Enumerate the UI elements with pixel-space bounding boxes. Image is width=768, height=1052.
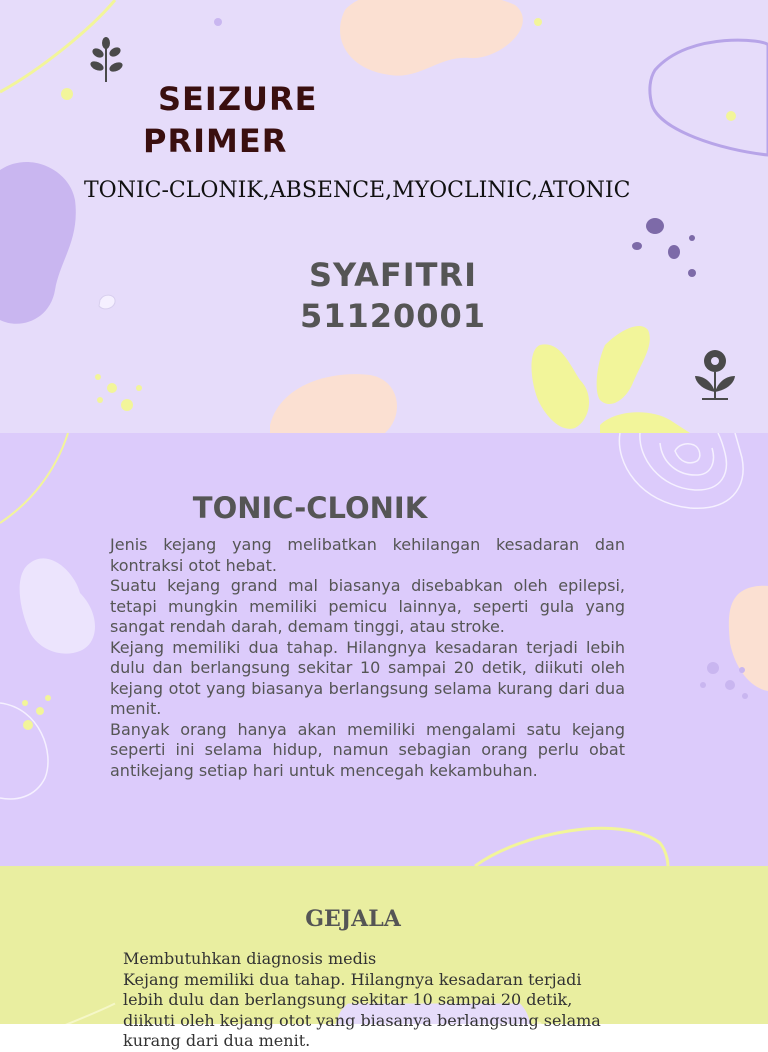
flower-icon <box>692 348 738 402</box>
author-block <box>0 255 768 337</box>
section-body <box>110 535 625 781</box>
section-title: GEJALA <box>305 906 401 932</box>
paragraph: Kejang memiliki dua tahap. Hilangnya kesadaran terjadi lebih dulu dan berlangsung sekitar 10 sampai 20 detik, diikuti oleh kejang otot yang biasanya berlangsung selama kurang dari dua menit. <box>123 969 601 1050</box>
section-body <box>123 949 623 1052</box>
paragraph: Banyak orang hanya akan memiliki mengalami satu kejang seperti ini selama hidup, namun sebagian orang perlu obat antikejang setiap hari untuk mencegah kekambuhan. <box>110 719 625 780</box>
subtitle: TONIC-CLONIK,ABSENCE,MYOCLINIC,ATONIC <box>84 178 631 203</box>
title-line-2: PRIMER <box>143 122 288 160</box>
paragraph: Kejang memiliki dua tahap. Hilangnya kesadaran terjadi lebih dulu dan berlangsung sekitar 10 sampai 20 detik, diikuti oleh kejang otot yang biasanya berlangsung selama kurang dari dua menit. <box>110 637 625 718</box>
leaf-sprig-icon <box>88 36 126 82</box>
paragraph: Suatu kejang grand mal biasanya disebabkan oleh epilepsi, tetapi mungkin memiliki pemicu lainnya, seperti gula yang sangat rendah darah, demam tinggi, atau stroke. <box>110 576 625 636</box>
paragraph: Membutuhkan diagnosis medis <box>123 949 377 968</box>
slide-title <box>0 0 768 433</box>
author-id: 51120001 <box>299 297 487 335</box>
title-line-1: SEIZURE <box>158 80 318 118</box>
author-name: SYAFITRI <box>308 256 478 294</box>
paragraph: Jenis kejang yang melibatkan kehilangan kesadaran dan kontraksi otot hebat. <box>110 535 625 575</box>
section-title: TONIC-CLONIK <box>192 491 428 525</box>
